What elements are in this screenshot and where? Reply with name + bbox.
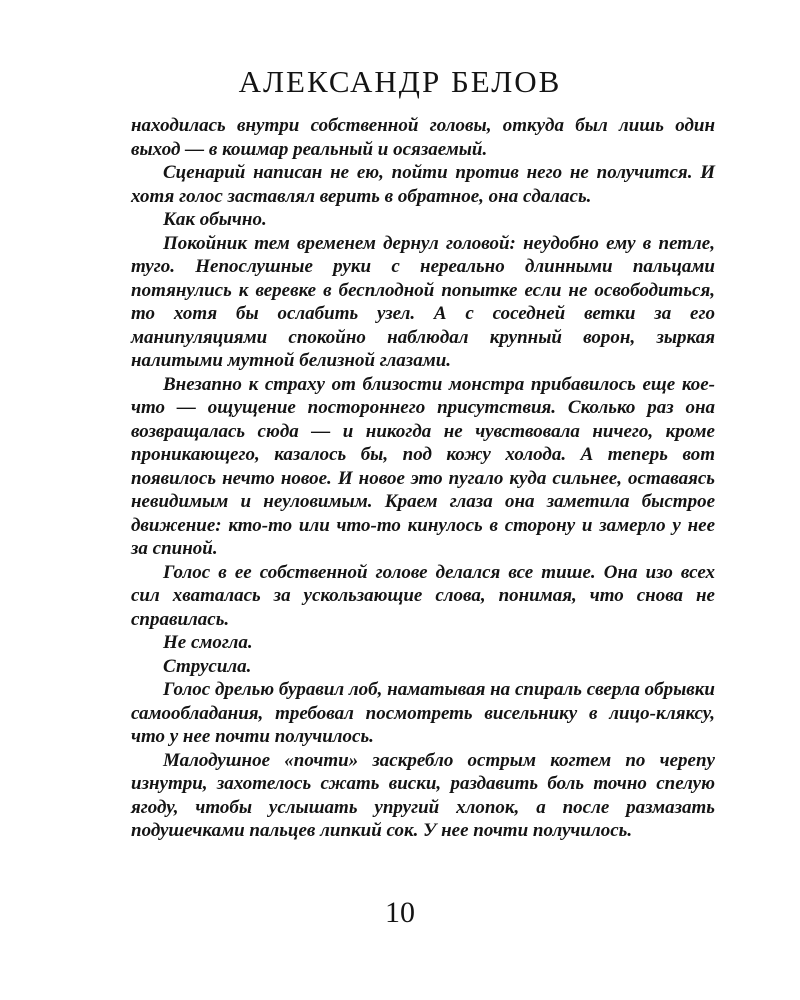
paragraph: Внезапно к страху от близости монстра прибавилось еще кое-что — ощущение постороннего присутствия. Сколько раз она возвращалась сюда — и никогда не чувствовала ничего, кроме проникающего, казалось бы, под кожу холода. А теперь вот появилось нечто новое. И новое это пугало куда сильнее, оставаясь невидимым и неуловимым. Краем глаза она заметила быстрое движение: кто-то или что-то кинулось в сторону и замерло у нее за спиной. [131, 373, 715, 559]
paragraph: Малодушное «почти» заскребло острым когтем по черепу изнутри, захотелось сжать виски, раздавить боль точно спелую ягоду, чтобы услышать упругий хлопок, а после размазать подушечками пальцев липкий сок. У нее почти получилось. [131, 749, 715, 841]
paragraph: Как обычно. [163, 209, 267, 230]
paragraph: Покойник тем временем дернул головой: неудобно ему в петле, туго. Непослушные руки с нереально длинными пальцами потянулись к веревке в бесплодной попытке если не освободиться, то хотя бы ослабить узел. А с соседней ветки за его манипуляциями спокойно наблюдал крупный ворон, зыркая налитыми мутной белизной глазами. [131, 232, 715, 371]
body-text [131, 114, 715, 843]
paragraph: Не смогла. [163, 632, 253, 653]
paragraph: Сценарий написан не ею, пойти против него не получится. И хотя голос заставлял верить в обратное, она сдалась. [131, 162, 715, 207]
running-head-author: АЛЕКСАНДР БЕЛОВ [238, 64, 562, 99]
page-number: 10 [385, 896, 415, 929]
paragraph: Голос в ее собственной голове делался все тише. Она изо всех сил хваталась за ускользающие слова, понимая, что снова не справилась. [131, 561, 715, 630]
paragraph: Струсила. [163, 655, 252, 677]
paragraph: Голос дрелью буравил лоб, наматывая на спираль сверла обрывки самообладания, требовал посмотреть висельнику в лицо-кляксу, что у нее почти получилось. [131, 679, 715, 747]
paragraph: находилась внутри собственной головы, откуда был лишь один выход — в кошмар реальный и осязаемый. [131, 115, 715, 160]
